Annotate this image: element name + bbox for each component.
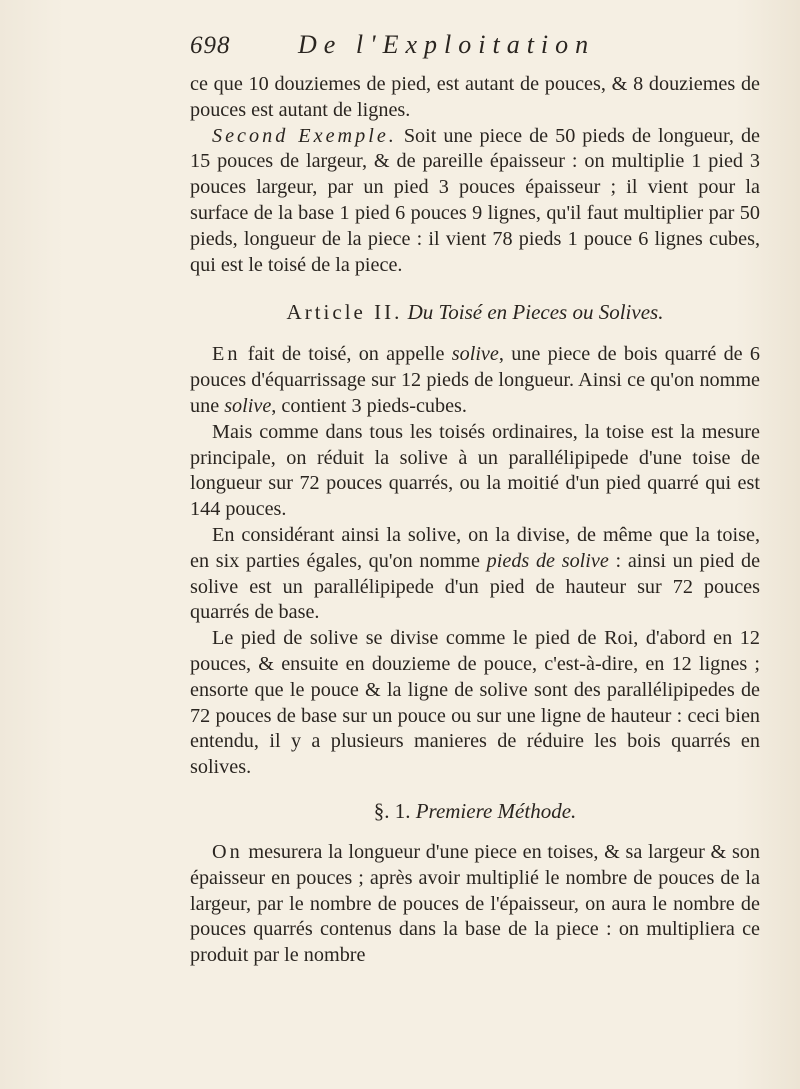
- running-title: De l'Exploitation: [298, 30, 596, 59]
- term-solive: solive: [451, 343, 499, 366]
- paragraph-text: fait de toisé, on appelle: [247, 343, 445, 366]
- paragraph-5: [190, 523, 760, 626]
- page-content: [190, 30, 760, 969]
- paragraph-text: En considérant ainsi la solive, on la divise, de même que la toise, en six parties égales, qu'on nomme: [190, 523, 760, 572]
- page-number: 698: [190, 32, 231, 59]
- page-header: [190, 30, 760, 72]
- paragraph-text: : ainsi un pied de solive est un parallélipipede d'un pied de hauteur sur 72 pouces quarrés de base.: [190, 549, 761, 624]
- section-title: Premiere Méthode.: [415, 798, 577, 823]
- article-title: Du Toisé en Pieces ou Solives.: [407, 300, 664, 325]
- paragraph-7: [190, 840, 760, 969]
- second-example-text: Soit une piece de 50 pieds de longueur, de 15 pouces de largeur, & de pareille épaisseur : on multiplie 1 pied 3 pouces largeur, par un pied 3 pouces épaisseur ; il vient pour la surface de la base 1 pied 6 pouces 9 lignes, qu'il faut multiplier par 50 pieds, longueur de la piece : il vient 78 pieds 1 pouce 6 lignes cubes, qui est le toisé de la piece.: [190, 124, 760, 276]
- paragraph-4: Mais comme dans tous les toisés ordinaires, la toise est la mesure principale, on réduit la solive à un parallélipipede d'une toise de longueur sur 72 pouces quarrés, ou la moitié d'un pied quarré qui est 144 pouces.: [190, 420, 760, 521]
- paragraph-solive-definition: [190, 342, 760, 419]
- section-label: §. 1.: [373, 798, 411, 823]
- article-label: Article II.: [286, 300, 403, 325]
- article-heading: [190, 300, 760, 325]
- term-pieds-de-solive: pieds de solive: [486, 549, 609, 572]
- paragraph-text: , contient 3 pieds-cubes.: [271, 394, 467, 417]
- paragraph-6: Le pied de solive se divise comme le pied de Roi, d'abord en 12 pouces, & ensuite en douzieme de pouce, c'est-à-dire, en 12 lignes ; ensorte que le pouce & la ligne de solive sont des parallélipipedes de 72 pouces de base sur un pouce ou sur une ligne de hauteur : ceci bien entendu, il y a plusieurs manieres de réduire les bois quarrés en solives.: [190, 627, 760, 779]
- section-heading: [190, 799, 760, 824]
- term-solive: solive: [224, 394, 272, 417]
- paragraph-text: mesurera la longueur d'une piece en toises, & sa largeur & son épaisseur en pouces ; après avoir multiplié le nombre de pouces de la largeur, par le nombre de pouces de l'épaisseur, on aura le nombre de pouces quarrés contenus dans la base de la piece : on multipliera ce produit par le nombre: [190, 840, 760, 967]
- paragraph-1: ce que 10 douziemes de pied, est autant de pouces, & 8 douziemes de pouces est autant de lignes.: [190, 73, 760, 121]
- second-example-label: Second Exemple.: [212, 124, 397, 147]
- paragraph-lead-word: On: [212, 840, 243, 863]
- paragraph-lead-word: En: [212, 343, 241, 366]
- paragraph-second-example: [190, 124, 760, 279]
- paragraph-text: , une piece de bois quarré de 6 pouces d'équarrissage sur 12 pieds de longueur. Ainsi ce qu'on nomme une: [190, 343, 761, 417]
